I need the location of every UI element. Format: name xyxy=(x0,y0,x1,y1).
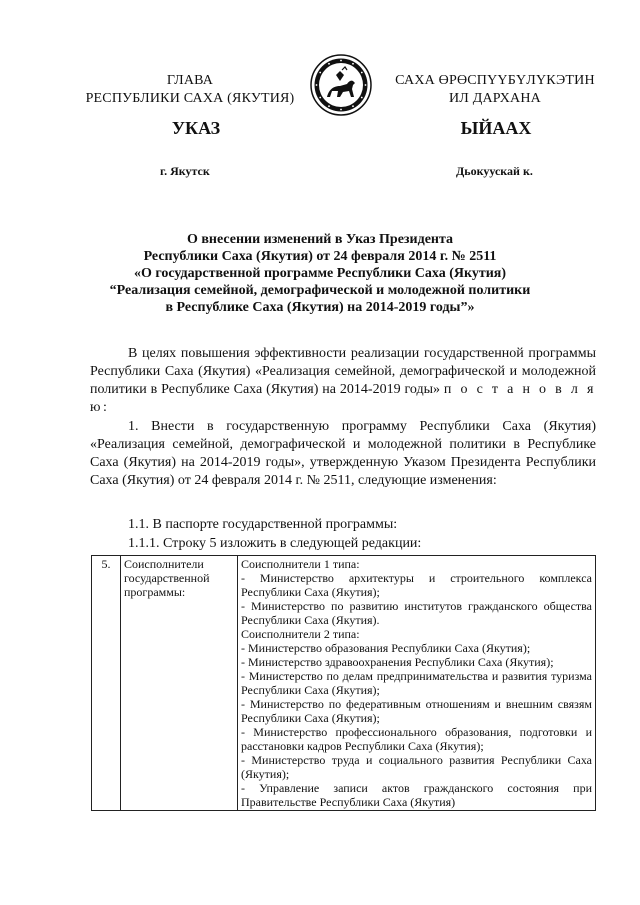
title-line: О внесении изменений в Указ Президента xyxy=(186,232,454,247)
city-sakha: Дьокуускай к. xyxy=(456,164,533,178)
desc-line: - Управление записи актов гражданского состояния при Правительстве Республики Саха (Якутия) xyxy=(241,781,592,809)
desc-line: - Министерство труда и социального развития Республики Саха (Якутия); xyxy=(241,753,592,781)
preamble-decree: п о с т а н о в л я ю: xyxy=(90,382,597,415)
preamble-paragraph xyxy=(90,345,596,417)
desc-line: - Министерство по развитию институтов гражданского общества Республики Саха (Якутия). xyxy=(241,599,592,627)
doc-type-sakha: ЫЙААХ xyxy=(460,118,532,138)
header-right-line2: ИЛ ДАРХАНА xyxy=(448,91,541,106)
desc-line: Соисполнители 2 типа: xyxy=(241,627,360,641)
header-left xyxy=(70,72,310,108)
coat-of-arms-emblem xyxy=(309,53,373,117)
header-right-line1: САХА ӨРӨСПҮҮБҮЛҮКЭТИН xyxy=(395,73,595,88)
title-line: Республики Саха (Якутия) от 24 февраля 2014 г. № 2511 xyxy=(143,249,497,264)
row-number: 5. xyxy=(92,556,121,811)
desc-line: Соисполнители 1 типа: xyxy=(241,557,360,571)
header-left-line2: РЕСПУБЛИКИ САХА (ЯКУТИЯ) xyxy=(85,91,295,106)
row-name: Соисполнители государственной программы: xyxy=(121,556,238,811)
decree-title xyxy=(60,231,580,316)
desc-line: - Министерство профессионального образования, подготовки и расстановки кадров Республики Саха (Якутия); xyxy=(241,725,592,753)
program-table xyxy=(91,555,596,811)
doc-type-ru: УКАЗ xyxy=(171,118,221,138)
title-line: “Реализация семейной, демографической и молодежной политики xyxy=(109,283,531,298)
item-1-1-1: 1.1.1. Строку 5 изложить в следующей редакции: xyxy=(128,536,422,551)
city-ru: г. Якутск xyxy=(160,164,210,178)
table-row xyxy=(92,556,596,811)
title-line: в Республике Саха (Якутия) на 2014-2019 годы”» xyxy=(165,300,475,315)
desc-line: - Министерство образования Республики Саха (Якутия); xyxy=(241,641,531,655)
desc-line: - Министерство здравоохранения Республики Саха (Якутия); xyxy=(241,655,554,669)
header-left-line1: ГЛАВА xyxy=(166,73,214,88)
title-line: «О государственной программе Республики Саха (Якутия) xyxy=(133,266,507,281)
item-1-paragraph: 1. Внести в государственную программу Республики Саха (Якутия) «Реализация семейной, демографической и молодежной политики в Республике Саха (Якутия) на 2014-2019 годы», утвержденную Указом Президента Республики Саха (Якутия) от 24 февраля 2014 г. № 2511, следующие изменения: xyxy=(90,419,596,488)
preamble-text: В целях повышения эффективности реализации государственной программы Республики Саха (Якутия) «Реализация семейной, демографической и молодежной политики в Республике Саха (Якутия) на 2014-2019 годы» xyxy=(90,346,596,397)
desc-line: - Министерство по делам предпринимательства и развития туризма Республики Саха (Якутия); xyxy=(241,669,592,697)
desc-line: - Министерство по федеративным отношениям и внешним связям Республики Саха (Якутия); xyxy=(241,697,592,725)
desc-line: - Министерство архитектуры и строительного комплекса Республики Саха (Якутия); xyxy=(241,571,592,599)
item-1-1: 1.1. В паспорте государственной программы: xyxy=(128,517,398,532)
row-description xyxy=(238,556,596,811)
header-right xyxy=(380,72,610,108)
